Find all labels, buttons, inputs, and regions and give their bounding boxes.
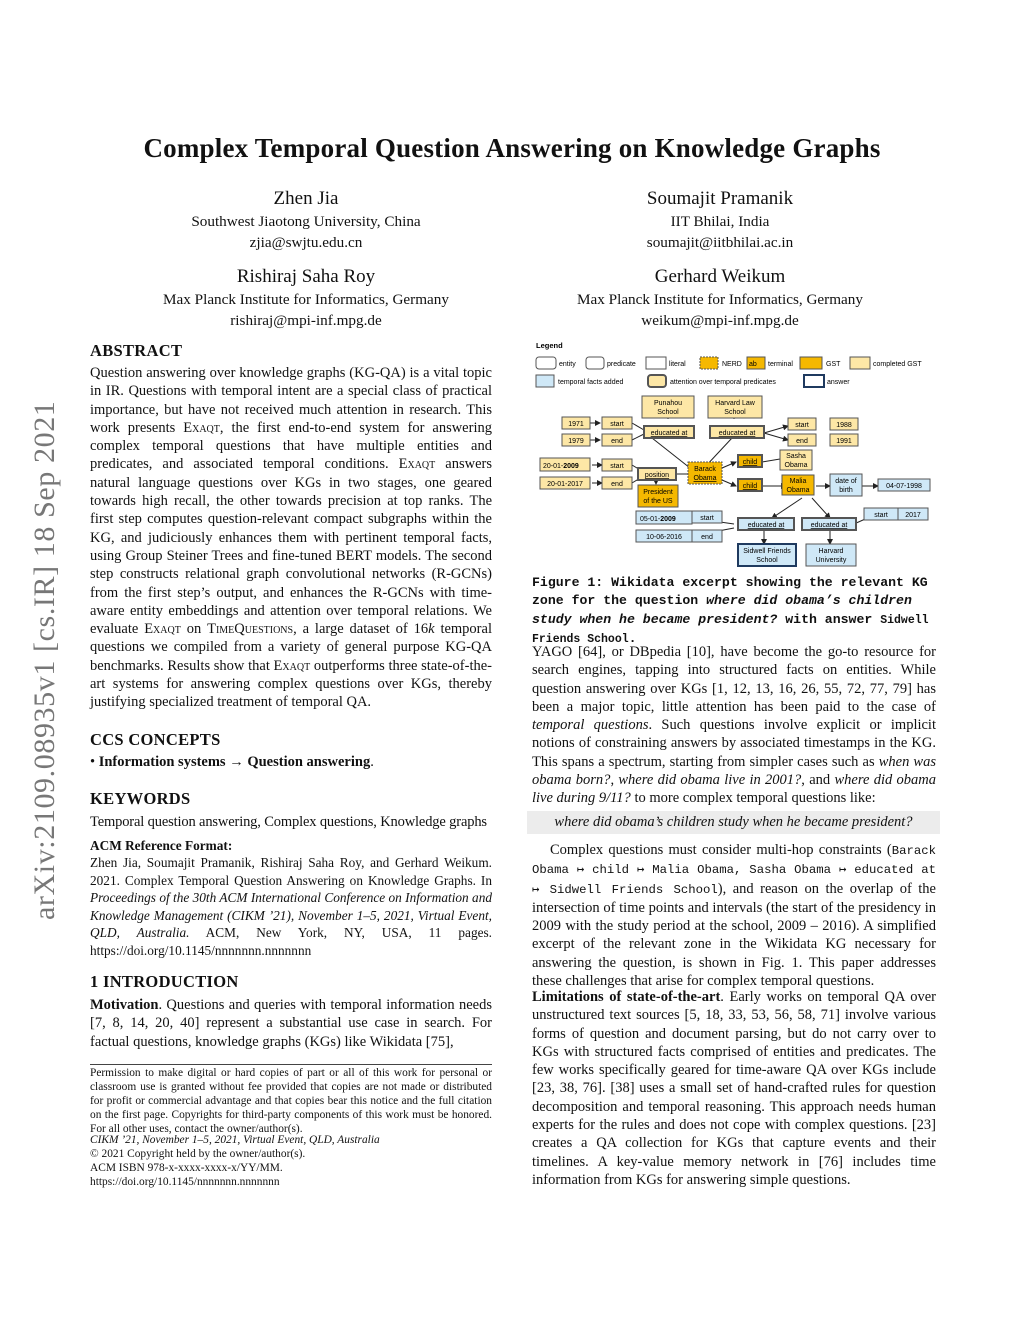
dataset-name: TimeQuestions <box>207 621 294 638</box>
legend-entity-swatch <box>536 357 556 369</box>
svg-text:child: child <box>742 459 758 466</box>
abstract-heading: ABSTRACT <box>90 341 183 360</box>
svg-text:birth: birth <box>839 487 853 494</box>
author-email: zjia@swjtu.edu.cn <box>249 234 363 251</box>
legend-nerd: NERD <box>722 361 742 368</box>
system-name: Exaqt <box>183 419 220 436</box>
legend-title: Legend <box>536 341 563 350</box>
legend-completed-gst: completed GST <box>873 361 922 368</box>
system-name: Exaqt <box>144 621 181 638</box>
svg-text:of the US: of the US <box>643 498 673 505</box>
svg-text:start: start <box>874 512 888 519</box>
svg-text:04-07-1998: 04-07-1998 <box>886 483 922 490</box>
intro-heading: 1 INTRODUCTION <box>90 972 239 991</box>
svg-text:educated at: educated at <box>718 430 756 437</box>
svg-text:05-01-2009: 05-01-2009 <box>640 516 676 523</box>
svg-text:Obama: Obama <box>784 462 808 469</box>
svg-text:Obama: Obama <box>786 487 810 494</box>
limitations-paragraph: Limitations of state-of-the-art. Early works on temporal QA over unstructured text sources [5, 18, 33, 53, 56, 58, 71] involve various forms of question and document parsing, but do not carry over to KGs with structured facts comprised of entities and predicates. The few works specifically geared for time-aware QA over KGs include [23, 38, 76]. [38] uses a small set of hand-crafted rules for question decomposition and temporal reasoning. This approach needs human experts for the rules and does not cope with complex questions. [23] creates a QA collection for KGs that capture events and their timelines. A key-value memory network in [76] includes time information from KGs for answering simple questions. <box>532 989 936 1188</box>
svg-text:10-06-2016: 10-06-2016 <box>646 534 682 541</box>
svg-text:1991: 1991 <box>836 438 852 445</box>
svg-text:Obama: Obama <box>693 475 717 482</box>
legend-gst: GST <box>826 361 841 368</box>
footnote-isbn: ACM ISBN 978-x-xxxx-xxxx-x/YY/MM. <box>90 1162 283 1174</box>
author-email: weikum@mpi-inf.mpg.de <box>641 312 799 329</box>
svg-text:President: President <box>643 489 673 496</box>
legend-literal-swatch <box>646 357 666 369</box>
ccs-heading: CCS CONCEPTS <box>90 730 221 749</box>
legend-answer: answer <box>827 379 850 386</box>
system-name: Exaqt <box>273 657 311 674</box>
svg-text:20-01-2009: 20-01-2009 <box>543 463 579 470</box>
example-question-box: where did obama’s children study when he became president? <box>527 811 940 834</box>
legend-answer-swatch <box>804 375 824 387</box>
svg-text:School: School <box>724 409 746 416</box>
keywords-text: Temporal question answering, Complex questions, Knowledge graphs <box>90 814 487 830</box>
author-affiliation: Max Planck Institute for Informatics, Germany <box>163 291 449 308</box>
svg-text:20-01-2017: 20-01-2017 <box>547 481 583 488</box>
legend-gst-swatch <box>800 357 822 369</box>
author-name: Soumajit Pramanik <box>646 188 794 209</box>
svg-text:Punahou: Punahou <box>653 400 683 407</box>
legend-entity: entity <box>559 361 576 368</box>
author-email: rishiraj@mpi-inf.mpg.de <box>230 312 382 329</box>
author-block-2 <box>540 187 900 253</box>
abstract-text: Question answering over knowledge graphs (KG-QA) is a vital topic in IR. Questions with temporal intent are a special class of practical importance, but have not received much attention in research. This work presents Exaqt, the first end-to-end system for answering complex temporal questions that have multiple entities and predicates, and associated temporal conditions. Exaqt answers natural language questions over KGs in two stages, one geared towards high recall, the other towards precision at top ranks. The first step computes question-relevant compact subgraphs within the KG, and judiciously enhances them with pertinent temporal facts, using Group Steiner Trees and fine-tuned BERT models. The second step constructs relational graph convolutional networks (R-GCNs) from the first step’s output, and enhances the R-GCNs with time-aware entity embeddings and attention over temporal relations. We evaluate Exaqt on TimeQuestions, a large dataset of 16k temporal questions we compiled from a variety of general purpose KG-QA benchmarks. Results show that Exaqt outperforms three state-of-the-art systems for answering complex questions over KGs, thereby justifying specialized treatment of temporal QA. <box>90 365 492 711</box>
legend-nerd-swatch <box>700 357 718 369</box>
ccs-text: • Information systems → Question answering. <box>90 754 374 770</box>
author-affiliation: IIT Bhilai, India <box>670 213 770 230</box>
author-name: Gerhard Weikum <box>654 266 786 287</box>
svg-text:educated at: educated at <box>810 522 848 529</box>
svg-text:School: School <box>756 557 778 564</box>
paper-title: Complex Temporal Question Answering on Knowledge Graphs <box>143 133 881 163</box>
legend-literal: literal <box>669 361 686 368</box>
svg-text:end: end <box>611 438 623 445</box>
author-name: Zhen Jia <box>273 188 339 209</box>
figure-1-caption: Figure 1: Wikidata excerpt showing the relevant KG zone for the question where did obama’s children study when he became president? with answer Sidwell Friends School. <box>532 575 929 646</box>
author-email: soumajit@iitbhilai.ac.in <box>646 234 794 251</box>
svg-text:start: start <box>700 515 714 522</box>
legend-terminal: terminal <box>768 361 793 368</box>
legend-temporal: temporal facts added <box>558 379 624 386</box>
legend-ab: ab <box>749 361 757 368</box>
legend-attention: attention over temporal predicates <box>670 379 776 386</box>
author-block-1 <box>130 187 482 253</box>
footnote-permission: Permission to make digital or hard copies of part or all of this work for personal or classroom use is granted without fee provided that copies are not made or distributed for profit or commercial advantage and that copies bear this notice and the full citation on the first page. Copyrights for third-party components of this work must be honored. For all other uses, contact the owner/author(s). <box>90 1067 492 1135</box>
complex-questions-paragraph: Complex questions must consider multi-hop constraints (Barack Obama ↦ child ↦ Malia Obama, Sasha Obama ↦ educated at ↦ Sidwell Friends School), and reason on the overlap of the intersection of time points and intervals (the start of the presidency in 2009 with the study period at the school, 2009 – 2016). A simplified excerpt of the relevant zone in the Wikidata KG necessary for answering the question, is shown in Fig. 1. This paper addresses these challenges that arise for complex temporal questions. <box>532 842 936 990</box>
legend-temporal-swatch <box>536 375 554 387</box>
system-name: Exaqt <box>398 456 436 473</box>
footnote-conference: CIKM ’21, November 1–5, 2021, Virtual Event, QLD, Australia <box>90 1134 380 1146</box>
svg-text:child: child <box>742 483 758 490</box>
svg-text:1988: 1988 <box>836 422 852 429</box>
author-name: Rishiraj Saha Roy <box>236 266 376 287</box>
svg-text:Malia: Malia <box>789 478 807 485</box>
svg-text:Harvard: Harvard <box>818 548 844 555</box>
svg-text:start: start <box>610 421 624 428</box>
svg-text:2017: 2017 <box>905 512 921 519</box>
legend-predicate-swatch <box>586 357 604 369</box>
svg-text:end: end <box>701 534 713 541</box>
svg-text:School: School <box>657 409 679 416</box>
author-block-3 <box>130 265 482 331</box>
author-affiliation: Max Planck Institute for Informatics, Germany <box>577 291 863 308</box>
legend-completed-swatch <box>850 357 870 369</box>
svg-text:1979: 1979 <box>568 438 584 445</box>
arxiv-stamp: arXiv:2109.08935v1 [cs.IR] 18 Sep 2021 <box>28 400 61 920</box>
footnote-copyright: © 2021 Copyright held by the owner/author(s). <box>90 1148 306 1160</box>
svg-text:1971: 1971 <box>568 421 584 428</box>
footnote-rule <box>90 1064 492 1065</box>
acm-ref-text: Zhen Jia, Soumajit Pramanik, Rishiraj Saha Roy, and Gerhard Weikum. 2021. Complex Temporal Question Answering on Knowledge Graphs. In Proceedings of the 30th ACM International Conference on Information and Knowledge Management (CIKM ’21), November 1–5, 2021, Virtual Event, QLD, Australia. ACM, New York, NY, USA, 11 pages. https://doi.org/10.1145/nnnnnnn.nnnnnnn <box>90 855 492 958</box>
svg-text:educated at: educated at <box>747 522 785 529</box>
keywords-heading: KEYWORDS <box>90 789 191 808</box>
svg-text:Sasha: Sasha <box>786 453 806 460</box>
acm-ref-heading: ACM Reference Format: <box>90 838 233 853</box>
svg-text:Sidwell Friends: Sidwell Friends <box>743 548 791 555</box>
legend-attention-swatch <box>648 375 666 387</box>
svg-text:position: position <box>644 472 670 479</box>
footnote-doi: https://doi.org/10.1145/nnnnnnn.nnnnnnn <box>90 1176 280 1188</box>
author-block-4 <box>540 265 900 331</box>
svg-text:end: end <box>796 438 808 445</box>
svg-text:start: start <box>795 422 809 429</box>
intro-text-continued: YAGO [64], or DBpedia [10], have become the go-to resource for search engines, tapping into structured facts on entities. While question answering over KGs [1, 12, 13, 16, 26, 55, 72, 77, 79] has been a major topic, little attention has been paid to the case of temporal questions. Such questions involve explicit or implicit notions of constraining answers by associated timestamps in the KG. This spans a spectrum, starting from simpler cases such as when was obama born?, where did obama live in 2001?, and where did obama live during 9/11? to more complex temporal questions like: <box>532 644 937 807</box>
svg-text:Harvard Law: Harvard Law <box>715 400 755 407</box>
svg-text:end: end <box>611 481 623 488</box>
figure-1-diagram <box>532 338 936 573</box>
svg-text:educated at: educated at <box>650 430 688 437</box>
intro-text: Motivation. Questions and queries with temporal information needs [7, 8, 14, 20, 40] represent a substantial use case in search. For factual questions, knowledge graphs (KGs) like Wikidata [75], <box>90 997 492 1050</box>
svg-text:University: University <box>815 557 847 564</box>
svg-text:date of: date of <box>835 478 857 485</box>
author-affiliation: Southwest Jiaotong University, China <box>191 213 421 230</box>
svg-text:start: start <box>610 463 624 470</box>
legend-predicate: predicate <box>607 361 636 368</box>
svg-text:Barack: Barack <box>694 466 716 473</box>
